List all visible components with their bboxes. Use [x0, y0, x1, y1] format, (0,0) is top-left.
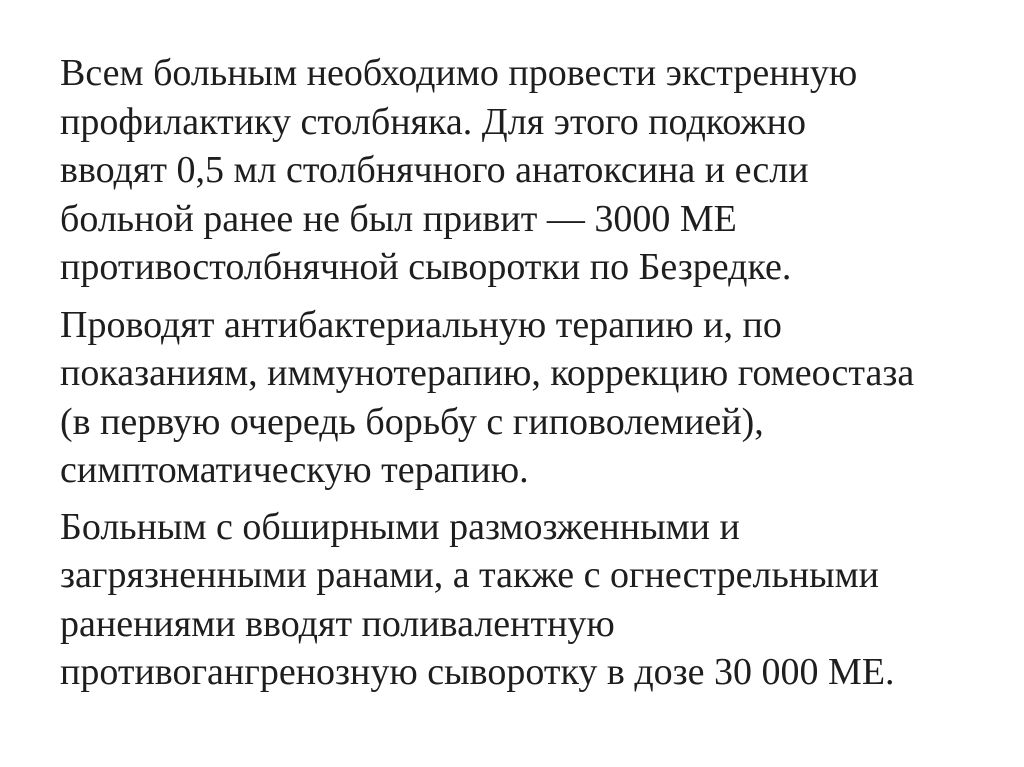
text-line: противогангренозную сыворотку в дозе 30 000 МЕ. [60, 651, 895, 693]
slide-body [60, 49, 960, 697]
text-line: Проводят антибактериальную терапию и, по [60, 303, 782, 346]
paragraph-antibacterial-therapy [60, 301, 960, 495]
paragraph-antigangrenous-serum [60, 503, 960, 697]
paragraph-tetanus-prophylaxis [60, 49, 960, 292]
text-line: больной ранее не был привит — 3000 МЕ [60, 197, 737, 240]
text-line: показаниям, иммунотерапию, коррекцию гомеостаза [60, 352, 915, 394]
text-line: Больным с обширными размозженными и [60, 505, 740, 548]
text-line: симптоматическую терапию. [60, 449, 529, 491]
text-line: ранениями вводят поливалентную [60, 602, 615, 645]
text-line: загрязненными ранами, а также с огнестрельными [60, 554, 880, 596]
text-line: (в первую очередь борьбу с гиповолемией), [60, 400, 764, 443]
text-line: противостолбнячной сыворотки по Безредке. [60, 246, 792, 288]
text-line: профилактику столбняка. Для этого подкожно [60, 100, 806, 143]
text-line: вводят 0,5 мл столбнячного анатоксина и если [60, 149, 809, 191]
text-line: Всем больным необходимо провести экстренную [60, 52, 858, 94]
